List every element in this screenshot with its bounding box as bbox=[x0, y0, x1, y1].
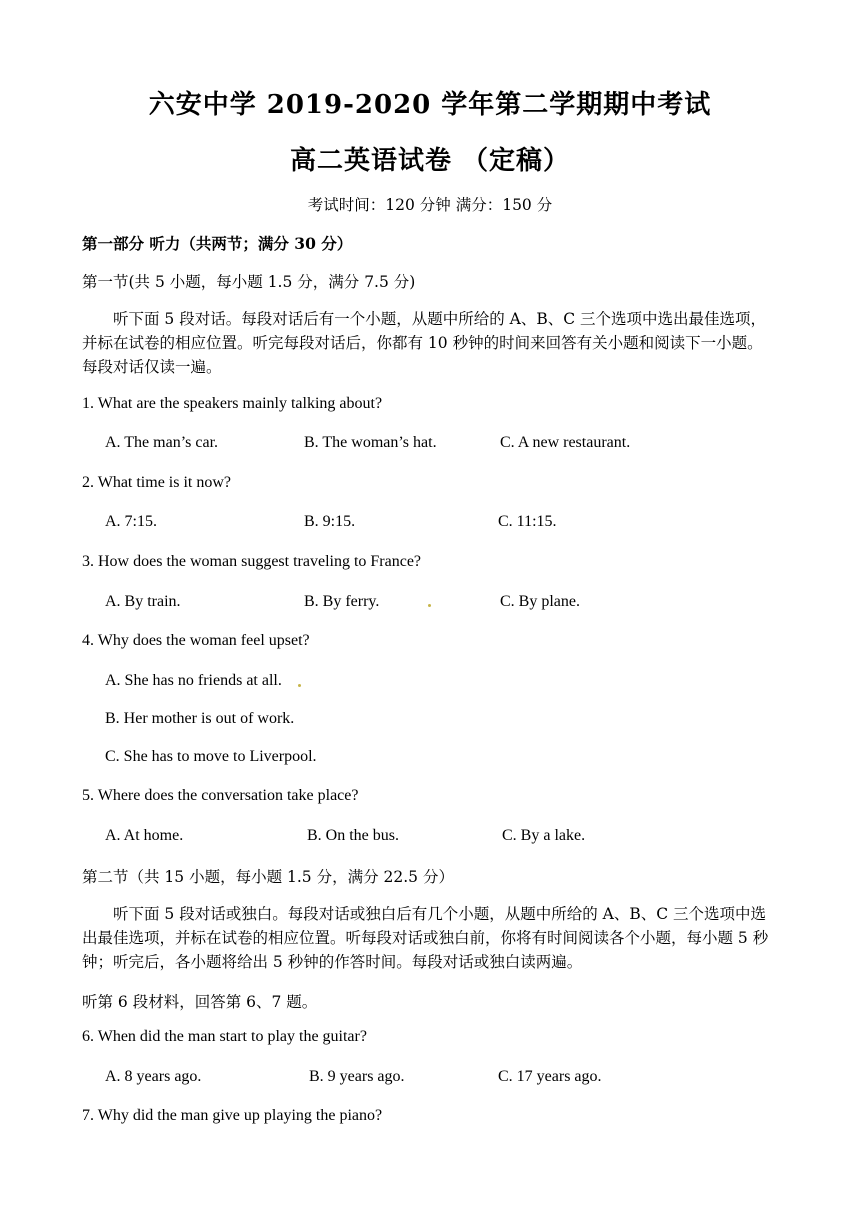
question-2: 2. What time is it now? bbox=[82, 474, 232, 491]
question-3-option-c: C. By plane. bbox=[500, 593, 580, 610]
section1-instructions: 听下面 5 段对话。每段对话后有一个小题，从题中所给的 A、B、C 三个选项中选出最佳选项，并标在试卷的相应位置。听完每段对话后，你都有 10 秒钟的时间来回答有关小题和阅读下一小题。每段对话仅读一遍。 bbox=[82, 310, 767, 376]
exam-meta: 考试时间：120 分钟 满分：150 分 bbox=[307, 196, 553, 214]
section2-heading: 第二节（共 15 小题，每小题 1.5 分，满分 22.5 分） bbox=[82, 868, 454, 886]
material-note: 听第 6 段材料，回答第 6、7 题。 bbox=[82, 993, 318, 1011]
question-6: 6. When did the man start to play the guitar? bbox=[82, 1028, 367, 1045]
question-1-option-c: C. A new restaurant. bbox=[500, 434, 631, 451]
question-3: 3. How does the woman suggest traveling to France? bbox=[82, 553, 422, 570]
question-3-option-a: A. By train. bbox=[105, 593, 181, 610]
section2-instructions: 听下面 5 段对话或独白。每段对话或独白后有几个小题，从题中所给的 A、B、C 三个选项中选出最佳选项，并标在试卷的相应位置。听每段对话或独白前，你将有时间阅读各个小题，每小题 5 秒钟；听完后，各小题将给出 5 秒钟的作答时间。每段对话或独白读两遍。 bbox=[82, 905, 769, 971]
exam-subtitle: 高二英语试卷 （定稿） bbox=[289, 146, 571, 176]
question-1-option-a: A. The man’s car. bbox=[105, 434, 219, 451]
question-3-option-b: B. By ferry. bbox=[304, 593, 380, 610]
question-4: 4. Why does the woman feel upset? bbox=[82, 632, 310, 649]
question-5: 5. Where does the conversation take place? bbox=[82, 787, 359, 804]
question-2-option-a: A. 7:15. bbox=[105, 513, 157, 530]
stray-mark bbox=[298, 684, 301, 687]
stray-mark bbox=[428, 604, 431, 607]
question-4-option-b: B. Her mother is out of work. bbox=[105, 710, 295, 727]
question-4-option-a: A. She has no friends at all. bbox=[105, 672, 282, 689]
question-6-option-c: C. 17 years ago. bbox=[498, 1068, 602, 1085]
question-6-option-a: A. 8 years ago. bbox=[105, 1068, 202, 1085]
question-5-option-a: A. At home. bbox=[105, 827, 184, 844]
question-6-option-b: B. 9 years ago. bbox=[309, 1068, 405, 1085]
question-5-option-c: C. By a lake. bbox=[502, 827, 586, 844]
question-2-option-b: B. 9:15. bbox=[304, 513, 356, 530]
question-4-option-c: C. She has to move to Liverpool. bbox=[105, 748, 317, 765]
section1-heading: 第一节(共 5 小题，每小题 1.5 分，满分 7.5 分) bbox=[82, 273, 416, 291]
question-2-option-c: C. 11:15. bbox=[498, 513, 557, 530]
question-5-option-b: B. On the bus. bbox=[307, 827, 399, 844]
question-7: 7. Why did the man give up playing the piano? bbox=[82, 1107, 383, 1124]
exam-title: 六安中学 2019-2020 学年第二学期期中考试 bbox=[148, 90, 712, 120]
part1-heading: 第一部分 听力（共两节；满分 30 分） bbox=[82, 234, 353, 253]
question-1-option-b: B. The woman’s hat. bbox=[304, 434, 437, 451]
question-1: 1. What are the speakers mainly talking about? bbox=[82, 395, 383, 412]
